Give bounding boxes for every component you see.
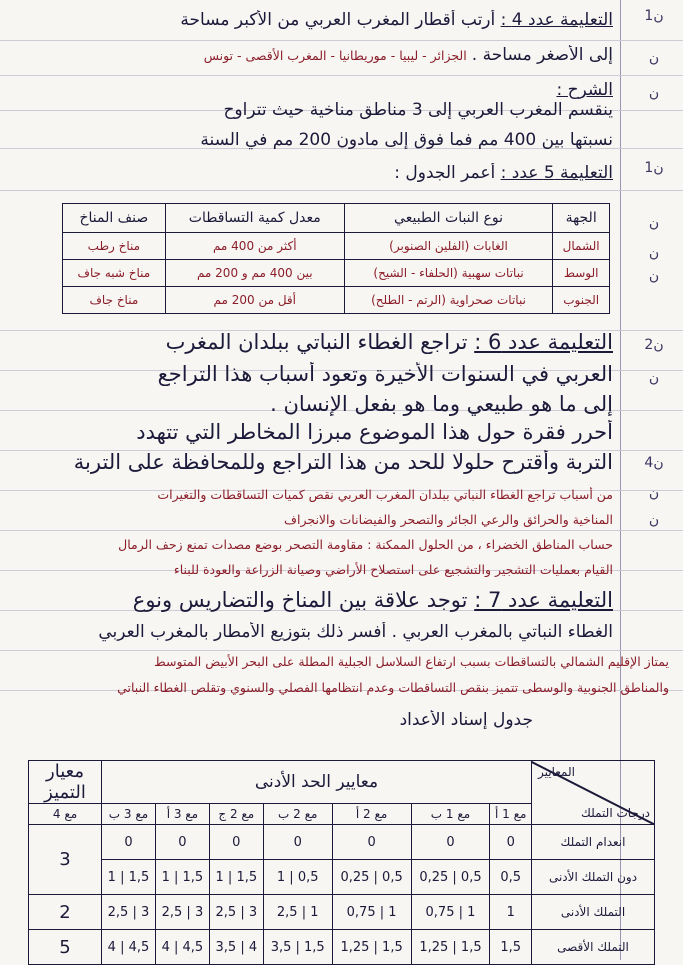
table-cell: بين 400 مم و 200 مم [165,260,344,287]
criterion-header: مع 1 ب [411,804,490,825]
table-header-cell: صنف المناخ [63,204,166,233]
q6-answer-line: القيام بعمليات التشجير والتشجيع على استصلاح الأراضي وصيانة الزراعة والعودة للبناء [173,562,613,577]
grid-cell: 0,5 | 1 [263,860,332,895]
q6-answer-line: حساب المناطق الخضراء ، من الحلول الممكنة : مقاومة التصحر بوضع مصدات تمنع زحف الرمال [118,537,613,552]
margin-mark: 2ن [644,337,664,353]
table-row [63,233,610,260]
q6-answer-line: من أسباب تراجع الغطاء النباتي ببلدان المغرب العربي نقص كميات التساقطات والتغيرات [157,487,613,502]
sharh-label: الشرح : [556,80,613,100]
q6-line1: تراجع الغطاء النباتي ببلدان المغرب [165,330,468,354]
grid-cell: 1 | 0,75 [411,895,490,930]
grid-cell: 4,5 | 4 [102,930,156,965]
grid-corner [532,761,655,825]
mastery-cell: 5 [29,930,102,965]
q5-text: أعمر الجدول : [394,163,496,183]
corner-bottom: درجات التملك [581,806,650,820]
grid-cell: 1 [490,895,532,930]
table-cell: مناخ رطب [63,233,166,260]
margin-mark: ن [648,268,660,284]
table-row [63,287,610,314]
grid-title: جدول إسناد الأعداد [399,710,533,730]
grid-cell: 1,5 | 1 [102,860,156,895]
mastery-cell: 3 [29,825,102,895]
grid-cell: 0 [490,825,532,860]
ruled-line [0,190,683,191]
grid-cell: 1,5 | 3,5 [263,930,332,965]
grid-cell: 1 | 0,75 [332,895,411,930]
table-cell: أكثر من 400 مم [165,233,344,260]
margin-mark: ن [648,512,660,528]
grid-header-row [29,761,655,804]
q4-line2 [73,45,613,65]
table-cell: الجنوب [553,287,610,314]
margin-mark: ن [648,245,660,261]
margin-mark: ن [648,85,660,101]
q6-label: التعليمة عدد 6 : [474,330,613,354]
corner-top: المعايير [538,765,575,779]
grid-cell: 0 [155,825,209,860]
criterion-header: مع 3 أ [155,804,209,825]
q6-prompt-line1 [73,330,613,354]
grading-grid [28,760,655,965]
minimum-criteria-header: معايير الحد الأدنى [102,761,532,804]
grid-cell: 1,5 [490,930,532,965]
q5-prompt [73,163,613,183]
grid-cell: 0 [332,825,411,860]
ruled-line [0,530,683,531]
q5-label: التعليمة 5 عدد : [500,163,613,183]
grid-row [29,930,655,965]
q7-answer-line: والمناطق الجنوبية والوسطى تتميز بنقص التساقطات وعدم انتظامها الفصلي والسنوي وتقلص الغطاء النباتي [117,680,669,695]
mastery-cell: 2 [29,895,102,930]
table-header-cell: الجهة [553,204,610,233]
grid-cell: 4 | 3,5 [209,930,263,965]
grid-cell: 0 [263,825,332,860]
grid-cell: 3 | 2,5 [155,895,209,930]
q6-answer-line: المناخية والحرائق والرعي الجائر والتصحر والفيضانات والانجراف [284,512,613,527]
q4-text2: إلى الأصغر مساحة . [471,45,613,65]
criterion-header: مع 2 ب [263,804,332,825]
q4-prompt [73,10,613,30]
grid-cell: 3 | 2,5 [102,895,156,930]
grid-cell: 0,5 | 0,25 [411,860,490,895]
q4-label: التعليمة عدد 4 : [500,10,613,30]
table-cell: مناخ جاف [63,287,166,314]
q6-line3: إلى ما هو طبيعي وما هو بفعل الإنسان . [270,392,613,416]
table-header-cell: نوع النبات الطبيعي [344,204,553,233]
margin-mark: ن [648,485,660,501]
q7-label: التعليمة عدد 7 : [474,588,613,612]
margin-mark: ن [648,215,660,231]
table-cell: نباتات صحراوية (الرتم - الطلح) [344,287,553,314]
q7-prompt-line1 [73,588,613,612]
margin-mark: ن [648,50,660,66]
table-row [63,260,610,287]
table-header-row [63,204,610,233]
grid-cell: 1,5 | 1 [209,860,263,895]
ruled-line [0,40,683,41]
table-cell: نباتات سهبية (الحلفاء - الشيح) [344,260,553,287]
grid-cell: 3 | 2,5 [209,895,263,930]
table-cell: الوسط [553,260,610,287]
grid-cell: 0 [102,825,156,860]
grid-cell: 1,5 | 1,25 [332,930,411,965]
criterion-header: مع 1 أ [490,804,532,825]
grid-cell: 1,5 | 1,25 [411,930,490,965]
grid-row [29,860,655,895]
table-cell: مناخ شبه جاف [63,260,166,287]
q4-text: أرتب أقطار المغرب العربي من الأكبر مساحة [180,10,496,30]
q7-answer-line: يمتاز الإقليم الشمالي بالتساقطات بسبب ارتفاع السلاسل الجبلية المطلة على البحر الأبيض المتوسط [154,654,669,669]
level-label: دون التملك الأدنى [532,860,655,895]
table-cell: أقل من 200 مم [165,287,344,314]
grid-cell: 0 [209,825,263,860]
sharh-line1: ينقسم المغرب العربي إلى 3 مناطق مناخية حيث تتراوح [223,100,613,120]
q7-line1: توجد علاقة بين المناخ والتضاريس ونوع [132,588,468,612]
grid-cell: 4,5 | 4 [155,930,209,965]
grid-cell: 1 | 2,5 [263,895,332,930]
q6-line2: العربي في السنوات الأخيرة وتعود أسباب هذا التراجع [157,362,613,386]
q6-line4: أحرر فقرة حول هذا الموضوع مبرزا المخاطر التي تتهدد [136,420,613,444]
q7-line2: الغطاء النباتي بالمغرب العربي . أفسر ذلك بتوزيع الأمطار بالمغرب العربي [98,622,613,642]
grid-cell: 0 [411,825,490,860]
grid-cell: 1,5 | 1 [155,860,209,895]
criterion-header: مع 2 أ [332,804,411,825]
table-header-cell: معدل كمية التساقطات [165,204,344,233]
ruled-line [0,650,683,651]
level-label: التملك الأقصى [532,930,655,965]
q4-answer: الجزائر - ليبيا - موريطانيا - المغرب الأقصى - تونس [203,48,467,63]
climate-table [62,203,610,314]
criterion-header: مع 3 ب [102,804,156,825]
level-label: انعدام التملك [532,825,655,860]
table-cell: الشمال [553,233,610,260]
grid-row [29,895,655,930]
sharh-line2: نسبتها بين 400 مم فما فوق إلى مادون 200 مم في السنة [200,130,613,150]
criterion-header: مع 4 [29,804,102,825]
ruled-line [0,75,683,76]
grid-cell: 0,5 [490,860,532,895]
table-cell: الغابات (الفلين الصنوبر) [344,233,553,260]
margin-mark: 4ن [644,455,664,471]
level-label: التملك الأدنى [532,895,655,930]
q6-line5: التربة وأقترح حلولا للحد من هذا التراجع وللمحافظة على التربة [73,450,613,474]
grid-cell: 0,5 | 0,25 [332,860,411,895]
margin-mark: ن [648,370,660,386]
margin-mark: 1ن [644,160,664,176]
mastery-header: معيار التميز [29,761,102,804]
criterion-header: مع 2 ج [209,804,263,825]
grid-row [29,825,655,860]
margin-mark: 1ن [644,8,664,24]
